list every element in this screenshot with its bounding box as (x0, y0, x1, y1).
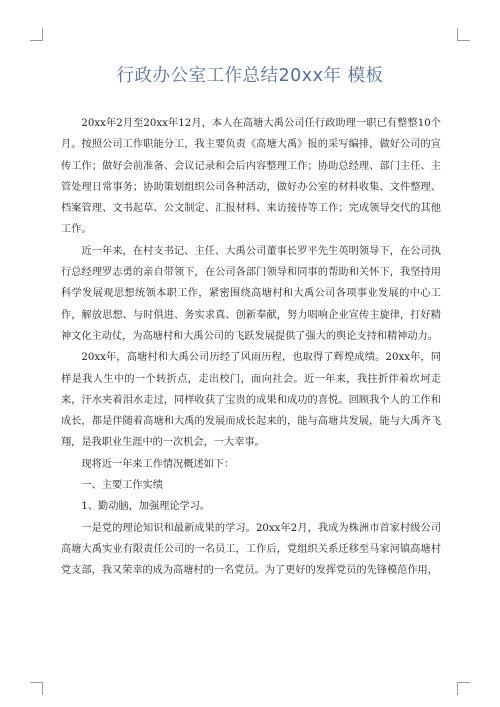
paragraph-summary-lead: 现将近一年来工作情况概述如下： (81, 458, 235, 470)
crop-mark-top-right (457, 28, 470, 41)
paragraph-theory-study: 一是党的理论知识和最新成果的学习。20xx年2月，我成为株洲市首家村级公司高塘大禹实业有限责任公司的一名员工，工作后，党组织关系迁移至马家河镇高塘村党支部，我又荣幸的成为高塘村的一名党员。为了更好的发挥党员的先锋模范作用， (61, 522, 441, 577)
subsection-heading-study: 1、勤动脑，加强理论学习。 (81, 501, 211, 513)
crop-mark-bottom-left (30, 682, 43, 695)
paragraph-review: 20xx年，高塘村和大禹公司历经了风雨历程，也取得了辉煌成绩。20xx年，同样是我人生中的一个转折点，走出校门，面向社会。近一年来，我拄折伴着坎坷走来，汗水夹着泪水走过，同样收获了宝贵的成果和成功的喜悦。回顾我个人的工作和成长，都是伴随着高塘和大禹的发展而成长起来的，能与高塘共发展，能与大禹齐飞翔，是我职业生涯中的一次机会，一大幸事。 (61, 352, 441, 449)
document-body (61, 113, 441, 582)
section-heading-achievements: 一、主要工作实绩 (81, 480, 163, 492)
document-title: 行政办公室工作总结20xx年 模板 (116, 66, 384, 86)
paragraph-leadership: 近一年来，在村支书记、主任、大禹公司董事长罗平先生英明领导下，在公司执行总经理罗志勇的亲自带领下，在公司各部门领导和同事的帮助和关怀下，我坚持用科学发展观思想统领本职工作，紧密围绕高塘村和大禹公司各项事业发展的中心工作，解放思想、与时俱进、务实求真、创新奉献，努力唱响企业宣传主旋律，打好精神文化主动仗，为高塘村和大禹公司的飞跃发展提供了强大的舆论支持和精神动力。 (61, 245, 441, 342)
crop-mark-bottom-right (457, 682, 470, 695)
paragraph-intro: 20xx年2月至20xx年12月，本人在高塘大禹公司任行政助理一职已有整整10个月。按照公司工作职能分工，我主要负责《高塘大禹》报的采写编排，做好公司的宣传工作；做好会前准备、会议记录和会后内容整理工作；协助总经理、部门主任、主管处理日常事务；协助策划组织公司各种活动，做好办公室的材料收集、文件整理、档案管理、文书起草、公文制定、汇报材料、来访接待等工作；完成领导交代的其他工作。 (61, 118, 441, 236)
crop-mark-top-left (30, 28, 43, 41)
